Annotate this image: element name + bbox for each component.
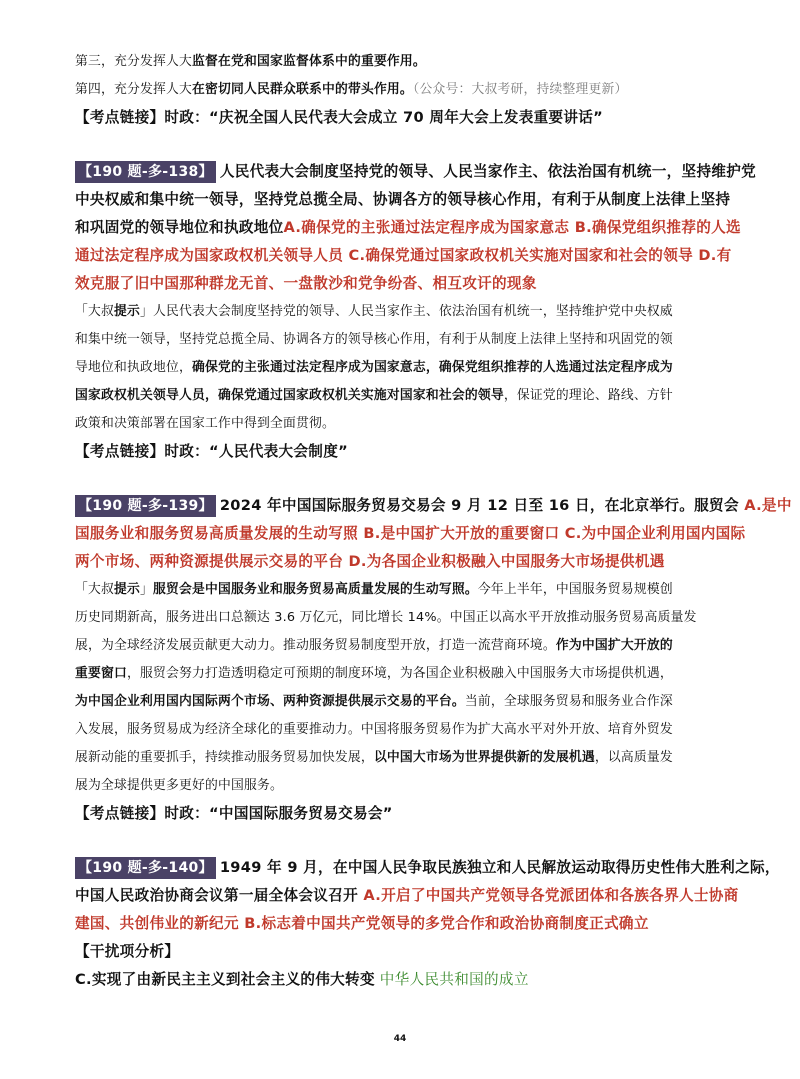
answer-options: 建国、共创伟业的新纪元 B.标志着中国共产党领导的多党合作和政治协商制度正式确立 [75, 915, 649, 932]
text-span: 导地位和执政地位， [75, 360, 192, 375]
answer-options: A.开启了中国共产党领导各党派团体和各族各界人士协商 [363, 887, 739, 904]
answer-options: 通过法定程序成为国家政权机关领导人员 C.确保党通过国家政权机关实施对国家和社会的领导 D.有 [75, 247, 732, 264]
text-line [75, 412, 735, 431]
text-span: 第三，充分发挥人大 [75, 54, 192, 69]
text-span: 确保党的主张通过法定程序成为国家意志，确保党组织推荐的人选通过法定程序成为 [191, 360, 673, 375]
text-line [75, 494, 792, 517]
text-line [75, 50, 735, 69]
text-span: ，保证党的理论、路线、方针 [503, 388, 673, 403]
text-span: 展，为全球经济发展贡献更大动力。推动服务贸易制度型开放，打造一流营商环境。 [75, 638, 556, 653]
text-span: 作为中国扩大开放的 [555, 638, 673, 653]
text-line [75, 940, 735, 961]
text-line [75, 802, 735, 823]
text-span: 以中国大市场为世界提供新的发展机遇 [373, 750, 595, 765]
text-line [75, 662, 735, 681]
answer-options: A.是中 [744, 497, 792, 514]
answer-options: 国服务业和服务贸易高质量发展的生动写照 B.是中国扩大开放的重要窗口 C.为中国企业利用国内国际 [75, 525, 746, 542]
text-line [75, 856, 780, 879]
text-line [75, 522, 746, 543]
text-span: 重要窗口 [75, 666, 127, 681]
text-span: 中国人民政治协商会议第一届全体会议召开 [75, 887, 364, 904]
text-span: 政策和决策部署在国家工作中得到全面贯彻。 [75, 416, 335, 431]
question-tag: 【190 题-多-140】 [75, 857, 216, 879]
text-span: 1949 年 9 月，在中国人民争取民族独立和人民解放运动取得历史性伟大胜利之际， [219, 859, 780, 876]
text-line [75, 160, 757, 183]
text-line [75, 884, 739, 905]
text-line [75, 356, 735, 375]
text-span: 监督在党和国家监督体系中的重要作用。 [191, 54, 426, 69]
text-span: C.实现了由新民主主义到社会主义的伟大转变 [75, 971, 375, 988]
text-span: 和集中统一领导，坚持党总揽全局、协调各方的领导核心作用，有利于从制度上法律上坚持和巩固党的领 [75, 332, 673, 347]
text-span: 人民代表大会制度坚持党的领导、人民当家作主、依法治国有机统一，坚持维护党 [219, 163, 757, 180]
text-span: 2024 年中国国际服务贸易交易会 9 月 12 日至 16 日，在北京举行。服贸会 [219, 497, 745, 514]
text-line [75, 384, 735, 403]
question-tag: 【190 题-多-138】 [75, 161, 216, 183]
text-span: 展为全球提供更多更好的中国服务。 [75, 778, 283, 793]
text-span: ，以高质量发 [594, 750, 673, 765]
text-span: （公众号：大叔考研，持续整理更新） [412, 82, 628, 97]
text-span: 展新动能的重要抓手，持续推动服务贸易加快发展， [75, 750, 374, 765]
text-span: ，服贸会努力打造透明稳定可预期的制度环境，为各国企业积极融入中国服务大市场提供机遇， [127, 666, 673, 681]
text-span: 服贸会是中国服务业和服务贸易高质量发展的生动写照。 [153, 582, 478, 597]
text-line [75, 912, 735, 933]
text-span: 【干扰项分析】 [75, 943, 180, 960]
text-span: 第四，充分发挥人大 [75, 82, 192, 97]
text-line [75, 578, 735, 597]
text-span: 在密切同人民群众联系中的带头作用。 [191, 82, 413, 97]
answer-options: 效克服了旧中国那种群龙无首、一盘散沙和党争纷沓、相互攻讦的现象 [75, 275, 537, 292]
text-span: 为中国企业利用国内国际两个市场、两种资源提供展示交易的平台。 [75, 694, 465, 709]
text-span: 「大叔 [75, 304, 114, 319]
text-line [75, 216, 741, 237]
text-span: 当前，全球服务贸易和服务业合作深 [464, 694, 673, 709]
text-line [75, 244, 735, 265]
text-line [75, 78, 735, 97]
text-span: 历史同期新高，服务进出口总额达 3.6 万亿元，同比增长 14%。中国正以高水平开放推动服务贸易高质量发 [75, 610, 697, 625]
text-span: 国家政权机关领导人员，确保党通过国家政权机关实施对国家和社会的领导 [75, 388, 504, 403]
text-line [75, 690, 735, 709]
text-line [75, 550, 735, 571]
text-span: 【考点链接】时政：“中国国际服务贸易交易会” [75, 805, 393, 822]
text-span: 「大叔 [75, 582, 114, 597]
text-span: 提示 [114, 582, 140, 597]
text-line [75, 774, 735, 793]
text-span: 【考点链接】时政：“庆祝全国人民代表大会成立 70 周年大会上发表重要讲话” [75, 109, 604, 126]
text-line [75, 718, 735, 737]
text-span: 和巩固党的领导地位和执政地位 [75, 219, 284, 236]
page-number: 44 [393, 1034, 407, 1044]
text-span: 中华人民共和国的成立 [374, 971, 529, 988]
text-line [75, 188, 735, 209]
text-line [75, 440, 735, 461]
text-line [75, 272, 735, 293]
text-line [75, 746, 735, 765]
text-line [75, 634, 735, 653]
text-span: 今年上半年，中国服务贸易规模创 [477, 582, 673, 597]
text-line [75, 968, 735, 989]
text-line [75, 106, 735, 127]
text-span: 」人民代表大会制度坚持党的领导、人民当家作主、依法治国有机统一，坚持维护党中央权威 [140, 304, 673, 319]
text-span: 」 [140, 582, 153, 597]
text-span: 提示 [114, 304, 140, 319]
text-span: 中央权威和集中统一领导，坚持党总揽全局、协调各方的领导核心作用，有利于从制度上法律上坚持 [75, 191, 731, 208]
answer-options: A.确保党的主张通过法定程序成为国家意志 B.确保党组织推荐的人选 [283, 219, 741, 236]
text-line [75, 300, 735, 319]
answer-options: 两个市场、两种资源提供展示交易的平台 D.为各国企业积极融入中国服务大市场提供机遇 [75, 553, 665, 570]
text-span: 入发展，服务贸易成为经济全球化的重要推动力。中国将服务贸易作为扩大高水平对外开放、培育外贸发 [75, 722, 673, 737]
text-line [75, 606, 735, 625]
text-line [75, 328, 735, 347]
text-span: 【考点链接】时政：“人民代表大会制度” [75, 443, 348, 460]
question-tag: 【190 题-多-139】 [75, 495, 216, 517]
